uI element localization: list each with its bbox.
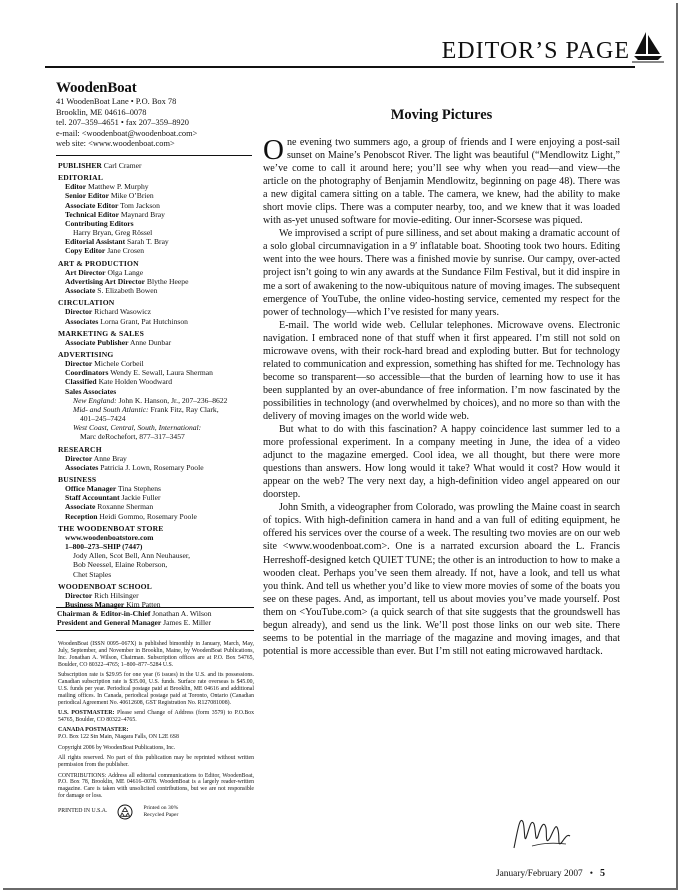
staff-name: Frank Fitz, Ray Clark, (150, 404, 219, 414)
info-paragraph: WoodenBoat (ISSN 0095–067X) is published bimonthly in January, March, May, July, September, and November in Brooklin, Maine, by WoodenBoat Publications, Inc. Jonathan A. Wilson, Chairman. Subscription offices are at P.O. Box 54765, Boulder, CO 80322–4765; 1–800–877–5284 U.S. (58, 641, 254, 668)
section-heading: BUSINESS (58, 475, 97, 484)
staff-row: Jody Allen, Scot Bell, Ann Neuhauser, (73, 551, 190, 561)
staff-name: Blythe Heepe (146, 276, 189, 286)
header-rule (45, 66, 635, 68)
staff-role: Classified (65, 377, 97, 387)
paragraph-text: ne evening two summers ago, a group of friends and I were enjoying a post-sail sunset on Maine’s Penobscot River. The light was beautiful (“Mendlowitz Light,” we’ve come to call it around here; you’ll see why when you read—and view—the article on the photography of Benjamin Mendlowitz, beginning on page 48). There was a new digital camera sitting on a table. The camera, we knew, had the ability to make short movie clips. There was a computer nearby, too, and we knew that it was loaded with as-yet unused software for movie-editing. Our inner-Scorsese was piqued. (263, 137, 620, 227)
staff-name: John K. Hanson, Jr., 207–236–8622 (118, 395, 228, 405)
staff-row (58, 423, 254, 432)
staff-name: Lorna Grant, Pat Hutchinson (100, 316, 188, 326)
staff-role: Associate (65, 502, 96, 512)
staff-row (58, 338, 254, 347)
staff-name: Anne Bray (93, 453, 127, 463)
printed-row (58, 804, 254, 820)
website-line: web site: <www.woodenboat.com> (56, 139, 175, 149)
staff-row (58, 512, 254, 521)
section-heading: WOODENBOAT SCHOOL (58, 581, 153, 591)
staff-row: Harry Bryan, Greg Rössel (73, 228, 153, 238)
staff-role: Associates (65, 316, 99, 326)
email-line: e-mail: <woodenboat@woodenboat.com> (56, 128, 198, 138)
staff-row (58, 502, 254, 511)
staff-row: Bob Neessel, Elaine Roberson, (73, 560, 168, 570)
section-heading: PUBLISHER (58, 161, 102, 170)
staff-role: Advertising Art Director (65, 276, 145, 286)
section-heading: ADVERTISING (58, 349, 114, 359)
staff-name: James E. Miller (163, 618, 212, 628)
magazine-logo: WoodenBoat (56, 80, 137, 96)
staff-role: Associates (65, 462, 99, 472)
page-header (370, 34, 630, 66)
info-paragraph: All rights reserved. No part of this publication may be reprinted without written permission from the publisher. (58, 755, 254, 769)
staff-role: Editor (65, 182, 87, 192)
section-heading: RESEARCH (58, 444, 102, 454)
staff-row: 401–245–7424 (80, 414, 126, 424)
article-paragraph: But what to do with this fascination? A happy coincidence last summer led to a more professional experiment. In a company meeting in June, the idea of a video adjunct to the magazine emerged. Cool idea, we all thought, but there were more questions than answers. How long would it take? What would it cost? How would it appear on the web? The very next day, a high-definition video angel appeared on our doorstep. (263, 424, 620, 501)
staff-role: Copy Editor (65, 246, 106, 256)
section-heading: CIRCULATION (58, 298, 115, 308)
sailboat-icon (632, 30, 664, 64)
staff-name: S. Elizabeth Bowen (97, 286, 158, 296)
printed-in: PRINTED IN U.S.A. (58, 808, 108, 815)
staff-row (58, 277, 254, 286)
staff-name: Jane Crosen (107, 246, 145, 256)
sales-region: New England: (73, 395, 117, 405)
chairman-box (56, 607, 254, 631)
info-text: P.O. Box 122 Stn Main, Niagara Falls, ON L2E 6S8 (58, 734, 179, 741)
staff-role: Business Manager (65, 600, 125, 610)
info-label: U.S. POSTMASTER: (58, 710, 115, 717)
staff-row (57, 618, 254, 627)
staff-row (58, 359, 254, 368)
staff-row: Marc deRochefort, 877–317–3457 (80, 432, 185, 442)
masthead (56, 80, 252, 156)
page-title: EDITOR’S PAGE (441, 38, 630, 64)
info-paragraph: Copyright 2006 by WoodenBoat Publications, Inc. (58, 744, 176, 751)
info-paragraph (58, 727, 254, 741)
staff-row (58, 268, 254, 277)
staff-row (58, 317, 254, 326)
page-number: 5 (600, 868, 605, 879)
sales-region: Mid- and South Atlantic: (73, 404, 149, 414)
staff-role: Contributing Editors (65, 218, 134, 228)
staff-role: Director (65, 307, 93, 317)
article-paragraph (263, 136, 620, 227)
staff-row (58, 210, 254, 219)
store-phone: 1–800–273–SHIP (7447) (65, 542, 143, 552)
recycled-line: Printed on 30% (143, 805, 179, 812)
staff-role: Sales Associates (65, 386, 117, 396)
staff-row (58, 396, 254, 405)
info-paragraph: Subscription rate is $29.95 for one year (6 issues) in the U.S. and its possessions. Canadian subscription rate is $35.00, U.S. funds. Surface rate overseas is $45.00, U.S. funds per year. Periodical postage paid at Brooklin, ME 04616 and additional mailing offices. In Canada, periodical postage paid at Toronto, Ontario (Canadian periodical Agreement No. 40612608, GST Registration No. R127081008). (58, 672, 254, 706)
article-title: Moving Pictures (390, 107, 493, 123)
section-heading: ART & PRODUCTION (58, 258, 139, 268)
recycle-icon (117, 804, 133, 820)
address-line: tel. 207–359–4651 • fax 207–359–8920 (56, 118, 189, 128)
staff-row (58, 237, 254, 246)
staff-row (58, 591, 254, 600)
staff-role: Director (65, 453, 93, 463)
staff-role: Coordinators (65, 368, 109, 378)
staff-name: Olga Lange (107, 267, 144, 277)
staff-row (58, 377, 254, 386)
article-paragraph: We improvised a script of pure silliness, and set about making a dramatic account of a solo global circumnavigation in a 9′ inflatable boat. Shooting took two hours. Editing went into the wee hours. There was a finished movie by sunrise. Our campy, over-acted project isn’t going to win any awards at the Sundance Film Festival, but it did inspire in me a sort of awakening to the now-ubiquitous nature of moving images. The subsequent emergence of YouTube, the online video-hosting service, cemented my respect for the power of technology—which I’ve resisted for many years. (263, 228, 620, 318)
staff-name: Roxanne Sherman (97, 502, 154, 512)
staff-row (58, 387, 254, 396)
staff-name: Mike O’Brien (110, 191, 154, 201)
staff-name: Jonathan A. Wilson (152, 609, 212, 618)
staff-role: Senior Editor (65, 191, 109, 201)
staff-role: Office Manager (65, 484, 117, 494)
issue-date: January/February 2007 (496, 869, 583, 879)
staff-role: Art Director (65, 267, 106, 277)
staff-name: Patricia J. Lown, Rosemary Poole (100, 462, 204, 472)
recycled-line: Recycled Paper (143, 811, 179, 818)
staff-name: Tina Stephens (118, 484, 161, 494)
staff-row (58, 182, 254, 191)
staff-role: Director (65, 359, 93, 369)
address-line: 41 WoodenBoat Lane • P.O. Box 78 (56, 97, 177, 106)
sales-region: West Coast, Central, South, International: (73, 423, 202, 433)
section-heading: MARKETING & SALES (58, 328, 145, 338)
footer-bullet: • (589, 869, 593, 879)
store-url: www.woodenboatstore.com (65, 532, 154, 542)
staff-row (58, 493, 254, 502)
staff-row (58, 307, 254, 316)
info-text: Please send Change of Address (form 3579) to P.O.Box 54765, Boulder, CO 80322–4765. (58, 710, 254, 724)
staff-row (58, 191, 254, 200)
staff-list (58, 161, 254, 609)
staff-role: Associate Editor (65, 200, 119, 210)
drop-cap: O (263, 134, 284, 166)
staff-role: Director (65, 590, 93, 600)
staff-row (58, 484, 254, 493)
info-paragraph: CONTRIBUTIONS: Address all editorial communications to Editor, WoodenBoat, P.O. Box 78, Brooklin, ME 04616–0078. WoodenBoat is a largely reader-written magazine. Care is taken with unsolicited contributions, but we are not responsible for damage or loss. (58, 772, 254, 800)
staff-role: Staff Accountant (65, 493, 120, 503)
article-paragraph: John Smith, a videographer from Colorado, was prowling the Maine coast in search of topics. With high-definition camera in hand and a van full of editing equipment, he offered his services over the course of a week. The resulting two movies are on our web site <www.woodenboat.com>. One is a narrated excursion aboard the L. Francis Herreshoff-designed ketch QUIET TUNE; the other is an introduction to how to make a wooden cleat. Perhaps you’ve seen them already. If not, have a look, and tell us what you think. And tell us whether you’d like to view more movies of some of the boats you see on these pages. And, as important, tell us about movies you’ve made yourself. Post them on <YouTube.com> (a quick search of that site suggests that the groundswell has begun already), and send us the link. We’ll post those links on our web site. There seems to be potential in the marriage of the magazine and moving images, and that potential is more accessible than ever. But I’m still not eating microwaved hardtack. (263, 502, 620, 657)
staff-name: Matthew P. Murphy (88, 182, 149, 192)
publication-info (58, 641, 254, 820)
staff-role: President and General Manager (57, 618, 162, 628)
staff-row (58, 454, 254, 463)
staff-name: Kate Holden Woodward (98, 377, 173, 387)
article-paragraph: E-mail. The world wide web. Cellular telephones. Microwave ovens. Electronic navigation. I embraced none of that stuff when it first appeared. I’m still not sold on microwave ovens, with their rock-hard bread and exploding butter. But for technology related to communication and expression, something has shifted for me. Technology has become so transparent—so accessible—that the burden of learning how to use it has been supplanted by an over-abundance of free information. I’m now fascinated by the possibilities in technology (and overwhelmed by choices), and no more so than with the delivery of moving images on the world wide web. (263, 319, 620, 422)
staff-name: Heidi Gommo, Rosemary Poole (99, 511, 197, 521)
staff-name: Sarah T. Bray (127, 237, 169, 247)
staff-row (58, 219, 254, 228)
staff-row (58, 246, 254, 255)
masthead-rule (56, 155, 252, 156)
page-footer (496, 868, 605, 879)
staff-name: Tom Jackson (120, 200, 160, 210)
staff-role: Editorial Assistant (65, 237, 126, 247)
staff-name: Rich Hilsinger (94, 590, 139, 600)
recycled-note (143, 805, 178, 818)
staff-row (58, 368, 254, 377)
article-body (263, 136, 620, 658)
staff-role: Chairman & Editor-in-Chief (57, 609, 151, 618)
staff-name: Maynard Bray (120, 209, 165, 219)
publisher-row (58, 161, 254, 170)
staff-role: Associate Publisher (65, 337, 129, 347)
staff-row (58, 201, 254, 210)
staff-row (57, 609, 254, 618)
signature (510, 808, 572, 856)
staff-role: Technical Editor (65, 209, 119, 219)
staff-name: Carl Cramer (103, 161, 142, 170)
info-paragraph (58, 710, 254, 724)
section-heading: EDITORIAL (58, 173, 104, 183)
staff-name: Kim Patten (126, 600, 161, 610)
staff-role: Associate (65, 286, 96, 296)
staff-name: Wendy E. Sewall, Laura Sherman (110, 368, 213, 378)
info-label: CANADA POSTMASTER: (58, 727, 129, 734)
staff-row (58, 463, 254, 472)
staff-name: Jackie Fuller (121, 493, 161, 503)
staff-name: Richard Wasowicz (94, 307, 151, 317)
staff-name: Michele Corbeil (94, 359, 144, 369)
address-line: Brooklin, ME 04616–0078 (56, 107, 147, 117)
staff-role: Reception (65, 511, 98, 521)
staff-row (58, 405, 254, 414)
staff-row (58, 286, 254, 295)
staff-row: Chet Staples (73, 569, 112, 579)
section-heading: THE WOODENBOAT STORE (58, 523, 164, 533)
staff-name: Anne Dunbar (129, 337, 172, 347)
